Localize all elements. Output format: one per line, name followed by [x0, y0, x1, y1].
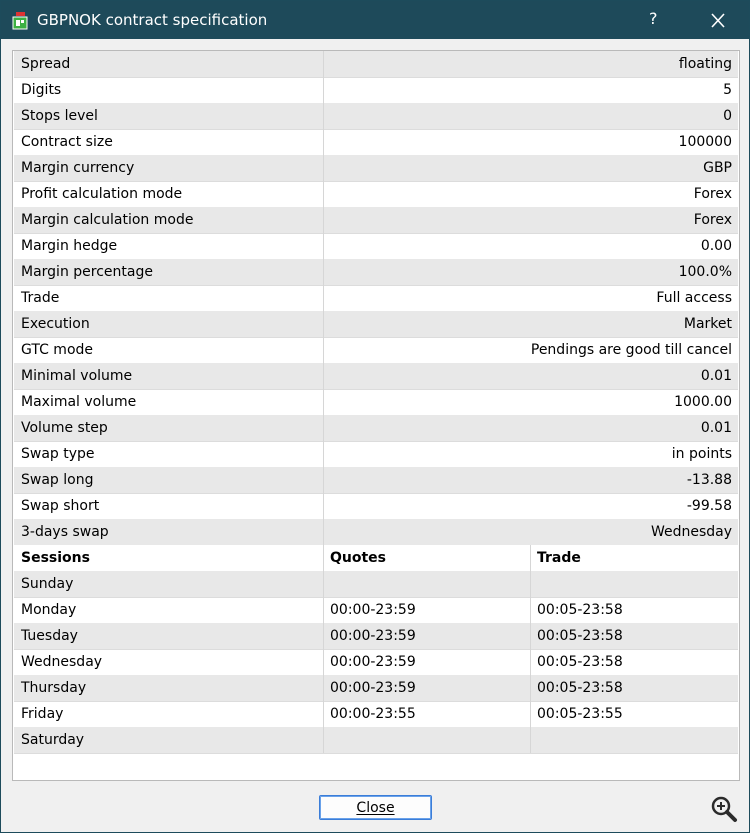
column-divider [323, 363, 324, 389]
spec-value: 0.01 [700, 420, 732, 436]
sessions-header-cell: Sessions [21, 550, 90, 566]
column-divider [530, 701, 531, 727]
spec-row [14, 207, 738, 234]
column-divider [323, 675, 324, 701]
spec-value: floating [678, 56, 732, 72]
app-icon [12, 12, 28, 30]
spec-label: Margin hedge [21, 238, 118, 254]
column-divider [323, 441, 324, 467]
spec-value: 1000.00 [674, 394, 732, 410]
column-divider [323, 129, 324, 155]
window-title: GBPNOK contract specification [37, 11, 268, 29]
session-day: Tuesday [21, 628, 78, 644]
column-divider [323, 519, 324, 545]
column-divider [530, 597, 531, 623]
spec-value: 0 [723, 108, 732, 124]
spec-label: Profit calculation mode [21, 186, 183, 202]
column-divider [323, 233, 324, 259]
spec-label: Margin currency [21, 160, 135, 176]
spec-value: 0.01 [700, 368, 732, 384]
spec-value: 100000 [678, 134, 732, 150]
specification-panel [12, 50, 740, 781]
spec-value: 100.0% [678, 264, 732, 280]
column-divider [323, 493, 324, 519]
spec-row [14, 233, 738, 260]
session-day: Saturday [21, 732, 85, 748]
column-divider [323, 51, 324, 77]
column-divider [323, 389, 324, 415]
spec-label: Swap short [21, 498, 100, 514]
spec-row [14, 337, 738, 364]
spec-label: Trade [21, 290, 60, 306]
spec-value: in points [671, 446, 732, 462]
session-day: Monday [21, 602, 77, 618]
column-divider [323, 337, 324, 363]
session-trade: 00:05-23:58 [537, 654, 623, 670]
spec-row [14, 493, 738, 520]
spec-label: Contract size [21, 134, 113, 150]
session-day: Friday [21, 706, 64, 722]
column-divider [323, 311, 324, 337]
spec-label: Swap long [21, 472, 94, 488]
spec-label: GTC mode [21, 342, 94, 358]
spec-label: Volume step [21, 420, 108, 436]
spec-row [14, 389, 738, 416]
session-day: Thursday [21, 680, 87, 696]
column-divider [530, 545, 531, 571]
spec-label: Swap type [21, 446, 95, 462]
column-divider [323, 103, 324, 129]
session-row [14, 649, 738, 676]
spec-value: Pendings are good till cancel [530, 342, 732, 358]
column-divider [323, 701, 324, 727]
session-row [14, 675, 738, 702]
session-trade: 00:05-23:58 [537, 602, 623, 618]
spec-label: 3-days swap [21, 524, 109, 540]
session-quotes: 00:00-23:59 [330, 680, 416, 696]
spec-row [14, 363, 738, 390]
column-divider [530, 571, 531, 597]
column-divider [323, 259, 324, 285]
column-divider [323, 181, 324, 207]
title-bar[interactable] [1, 1, 749, 39]
spec-row [14, 181, 738, 208]
spec-row [14, 103, 738, 130]
column-divider [323, 155, 324, 181]
spec-label: Stops level [21, 108, 98, 124]
spec-value: -99.58 [686, 498, 732, 514]
spec-row [14, 155, 738, 182]
session-trade: 00:05-23:58 [537, 680, 623, 696]
spec-label: Maximal volume [21, 394, 137, 410]
session-quotes: 00:00-23:59 [330, 602, 416, 618]
spec-value: 5 [723, 82, 732, 98]
spec-value: Full access [656, 290, 732, 306]
column-divider [530, 727, 531, 753]
spec-label: Spread [21, 56, 71, 72]
column-divider [323, 649, 324, 675]
column-divider [323, 285, 324, 311]
spec-label: Digits [21, 82, 62, 98]
help-button[interactable]: ? [649, 9, 658, 28]
session-quotes: 00:00-23:59 [330, 654, 416, 670]
column-divider [323, 415, 324, 441]
zoom-in-icon[interactable] [710, 795, 738, 823]
spec-value: Forex [693, 186, 732, 202]
session-row [14, 597, 738, 624]
spec-value: Wednesday [650, 524, 732, 540]
session-row [14, 701, 738, 728]
session-quotes: 00:00-23:55 [330, 706, 416, 722]
session-day: Wednesday [21, 654, 103, 670]
column-divider [323, 571, 324, 597]
spec-row [14, 285, 738, 312]
sessions-header-cell: Quotes [330, 550, 387, 566]
column-divider [323, 727, 324, 753]
session-trade: 00:05-23:55 [537, 706, 623, 722]
spec-value: -13.88 [686, 472, 732, 488]
close-button[interactable]: Close [319, 795, 432, 820]
column-divider [323, 623, 324, 649]
column-divider [323, 467, 324, 493]
spec-row [14, 415, 738, 442]
spec-label: Margin calculation mode [21, 212, 194, 228]
column-divider [323, 207, 324, 233]
spec-label: Minimal volume [21, 368, 133, 384]
spec-value: GBP [703, 160, 732, 176]
spec-row [14, 77, 738, 104]
session-row [14, 623, 738, 650]
spec-row [14, 259, 738, 286]
sessions-header-row [14, 545, 738, 572]
spec-row [14, 519, 738, 546]
spec-row [14, 441, 738, 468]
column-divider [323, 77, 324, 103]
session-row [14, 571, 738, 598]
column-divider [323, 597, 324, 623]
sessions-header-cell: Trade [537, 550, 581, 566]
close-icon[interactable] [707, 11, 729, 31]
column-divider [530, 649, 531, 675]
spec-label: Execution [21, 316, 90, 332]
spec-row [14, 51, 738, 78]
column-divider [323, 545, 324, 571]
spec-row [14, 311, 738, 338]
session-trade: 00:05-23:58 [537, 628, 623, 644]
column-divider [530, 623, 531, 649]
spec-value: Market [683, 316, 732, 332]
spec-row [14, 467, 738, 494]
session-day: Sunday [21, 576, 74, 592]
spec-value: Forex [693, 212, 732, 228]
spec-value: 0.00 [700, 238, 732, 254]
spec-label: Margin percentage [21, 264, 153, 280]
spec-row [14, 129, 738, 156]
session-quotes: 00:00-23:59 [330, 628, 416, 644]
session-row [14, 727, 738, 754]
column-divider [530, 675, 531, 701]
